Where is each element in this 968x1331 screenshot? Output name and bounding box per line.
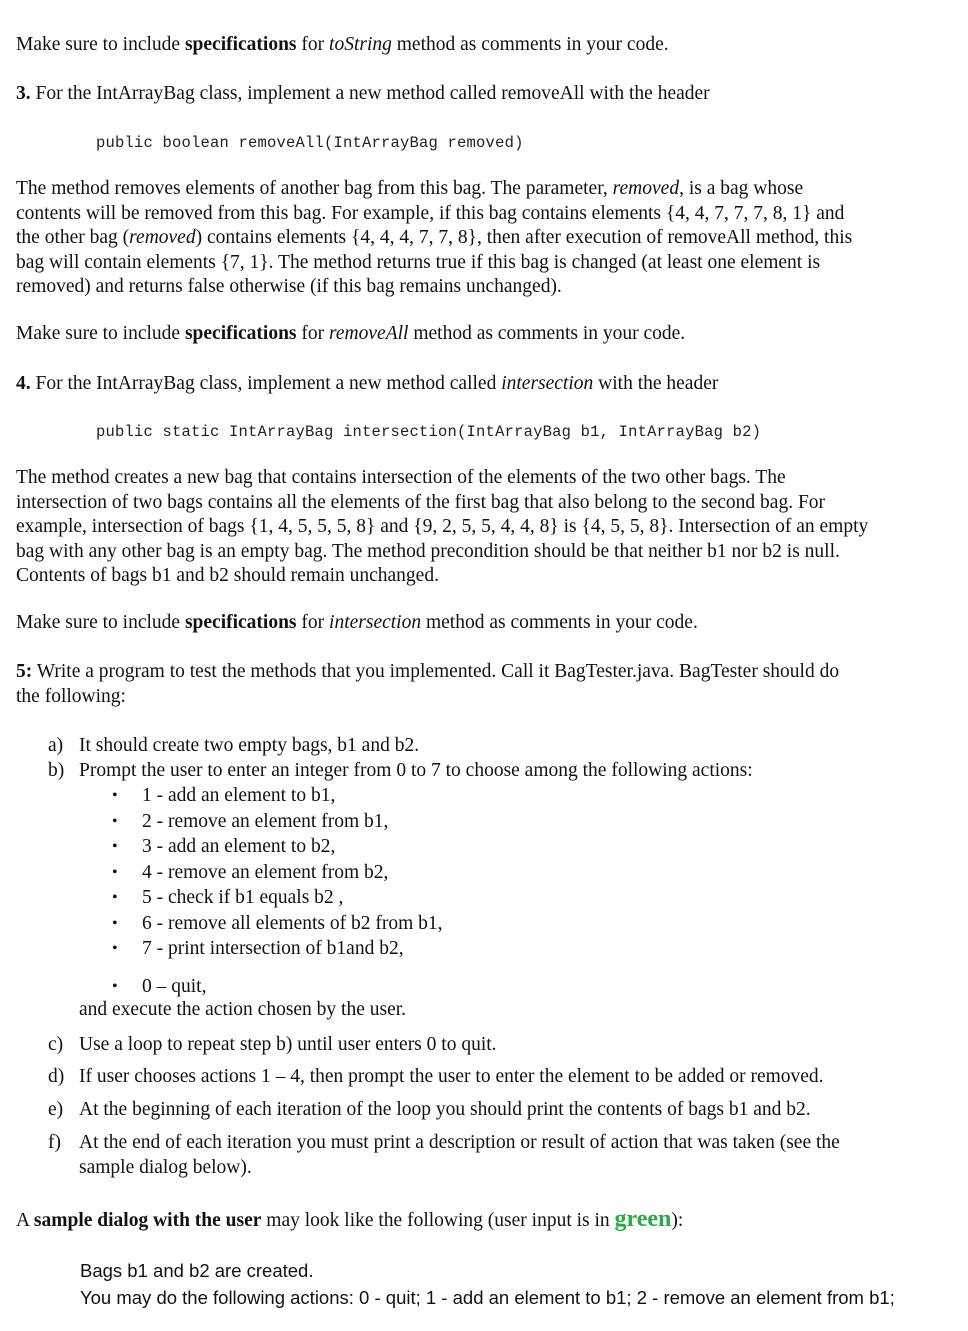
bullet-icon: • (112, 864, 118, 881)
q4-description: The method creates a new bag that contains intersection of the elements of the two other bags. The intersection of two bags contains all the elements of the first bag that also belong to the second bag. For example, intersection of bags {1, 4, 5, 5, 5, 8} and {9, 2, 5, 5, 4, 4, 8} is {4, 5, 5, 8}. Intersection of an empty bag with any other bag is an empty bag. The method precondition should be that neither b1 nor b2 is null. Contents of bags b1 and b2 should remain unchanged. (16, 467, 869, 586)
step-b-after: and execute the action chosen by the user. (79, 999, 407, 1020)
bullet-icon: • (112, 889, 118, 906)
dialog-line: Bags b1 and b2 are created. (80, 1260, 314, 1281)
dialog-line: You may do the following actions: 0 - quit; 1 - add an element to b1; 2 - remove an element from b1; (80, 1287, 895, 1308)
bullet-icon: • (112, 940, 118, 957)
q3-heading: 3. For the IntArrayBag class, implement a new method called removeAll with the header (16, 83, 710, 104)
q3-description: The method removes elements of another bag from this bag. The parameter, removed, is a bag whose contents will be removed from this bag. For example, if this bag contains elements {4, 4, 7, 7, 7, 8, 1} and the other bag (removed) contains elements {4, 4, 4, 7, 7, 8}, then after execution of removeAll method, this bag will contain elements {7, 1}. The method returns true if this bag is changed (at least one element is removed) and returns false otherwise (if this bag remains unchanged). (16, 178, 853, 297)
bullet-icon: • (112, 978, 118, 995)
green-highlight: green (614, 1206, 672, 1232)
bullet-icon: • (112, 787, 118, 804)
q3-code-header: public boolean removeAll(IntArrayBag removed) (96, 134, 524, 152)
bullet-icon: • (112, 813, 118, 830)
bullet-icon: • (112, 915, 118, 932)
q5-heading: 5: Write a program to test the methods that you implemented. Call it BagTester.java. BagTester should do the following: (16, 661, 840, 707)
q4-code-header: public static IntArrayBag intersection(IntArrayBag b1, IntArrayBag b2) (96, 423, 762, 441)
tostring-spec-paragraph: Make sure to include specifications for toString method as comments in your code. (16, 34, 669, 55)
sample-dialog-intro: A sample dialog with the user may look like the following (user input is in green): (16, 1206, 684, 1232)
intersection-spec-paragraph: Make sure to include specifications for intersection method as comments in your code. (16, 612, 698, 633)
removeall-spec-paragraph: Make sure to include specifications for removeAll method as comments in your code. (16, 323, 686, 344)
bullet-icon: • (112, 838, 118, 855)
q4-heading: 4. For the IntArrayBag class, implement a new method called intersection with the header (16, 373, 719, 394)
